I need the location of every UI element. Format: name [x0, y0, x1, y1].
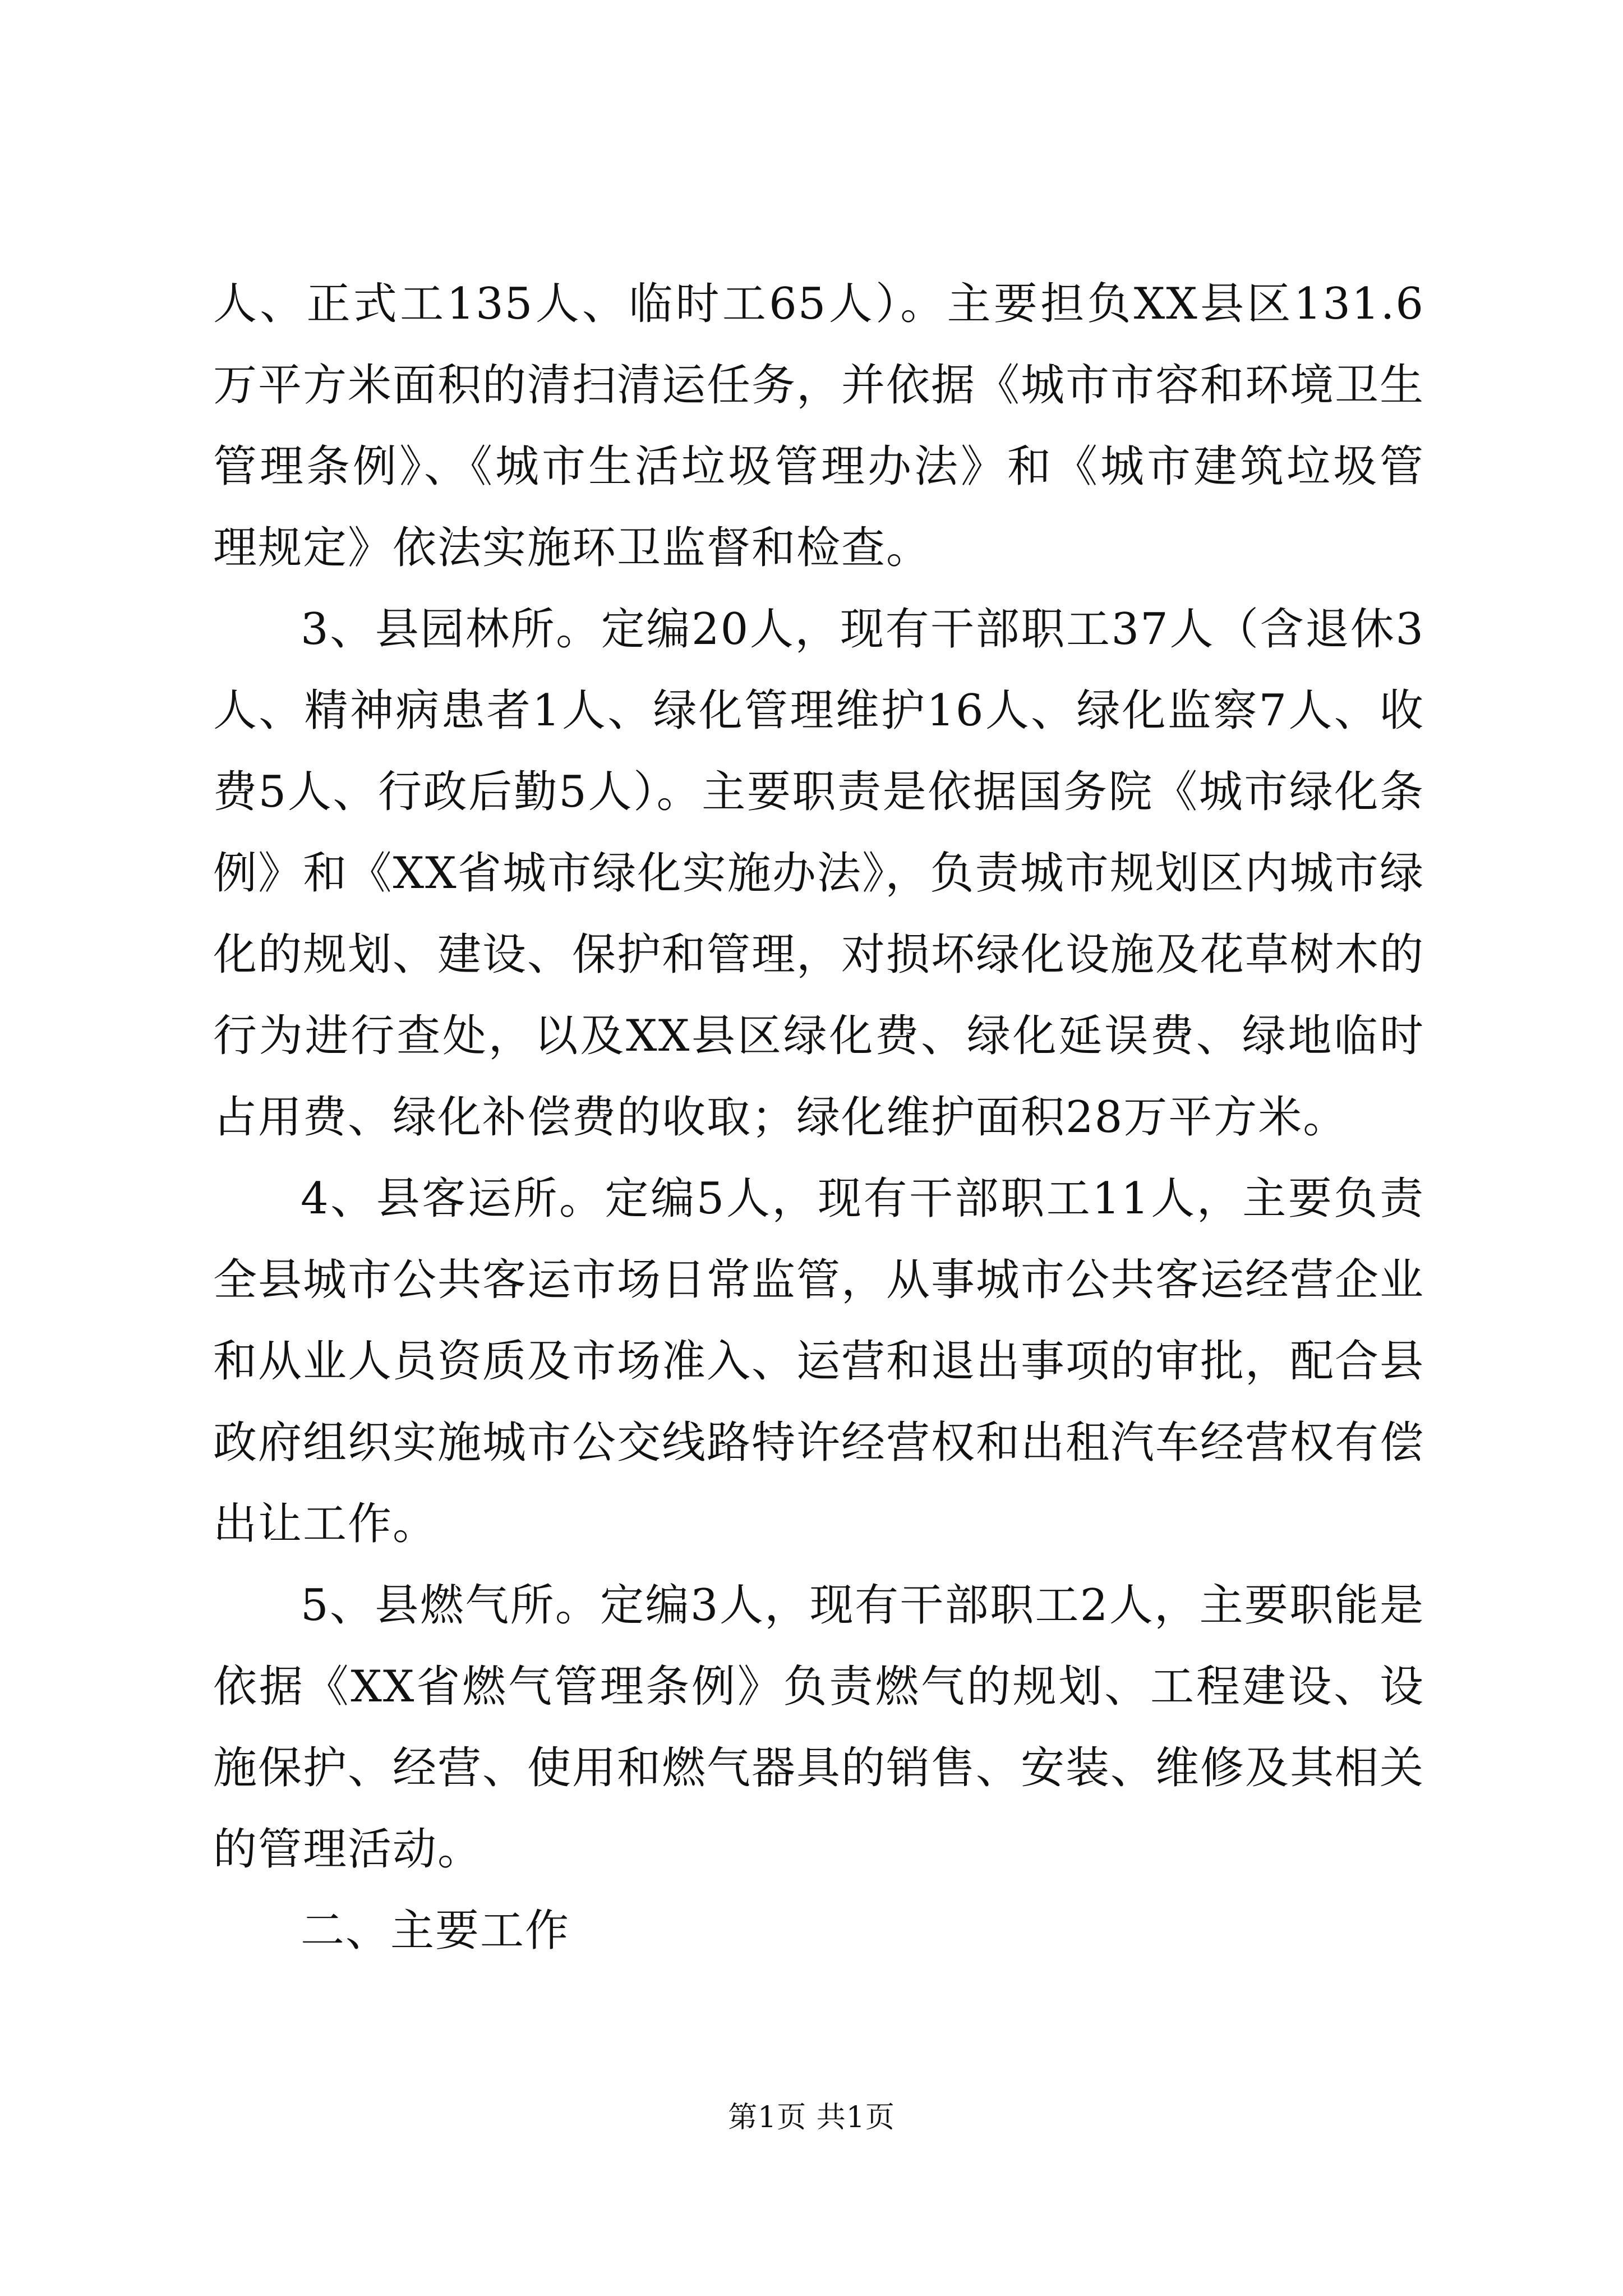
paragraph-passenger-transport-office: 4、县客运所。定编5人，现有干部职工11人，主要负责全县城市公共客运市场日常监管，从事城市公共客运经营企业和从业人员资质及市场准入、运营和退出事项的审批，配合县政府组织实施城市公交线路特许经营权和出租汽车经营权有偿出让工作。: [213, 1174, 1425, 1549]
paragraph-gas-office: 5、县燃气所。定编3人，现有干部职工2人，主要职能是依据《XX省燃气管理条例》负责燃气的规划、工程建设、设施保护、经营、使用和燃气器具的销售、安装、维修及其相关的管理活动。: [213, 1580, 1425, 1875]
paragraph-landscaping-office: 3、县园林所。定编20人，现有干部职工37人（含退休3人、精神病患者1人、绿化管理维护16人、绿化监察7人、收费5人、行政后勤5人）。主要职责是依据国务院《城市绿化条例》和《XX省城市绿化实施办法》，负责城市规划区内城市绿化的规划、建设、保护和管理，对损坏绿化设施及花草树木的行为进行查处，以及XX县区绿化费、绿化延误费、绿地临时占用费、绿化补偿费的收取；绿化维护面积28万平方米。: [213, 604, 1425, 1143]
document-body: [213, 264, 1424, 1972]
section-heading-main-work: 二、主要工作: [301, 1906, 570, 1956]
page-footer: 第1页 共1页: [728, 2101, 895, 2134]
paragraph-sanitation-continued: 人、正式工135人、临时工65人）。主要担负XX县区131.6万平方米面积的清扫清运任务，并依据《城市市容和环境卫生管理条例》、《城市生活垃圾管理办法》和《城市建筑垃圾管理规定》依法实施环卫监督和检查。: [213, 279, 1425, 573]
